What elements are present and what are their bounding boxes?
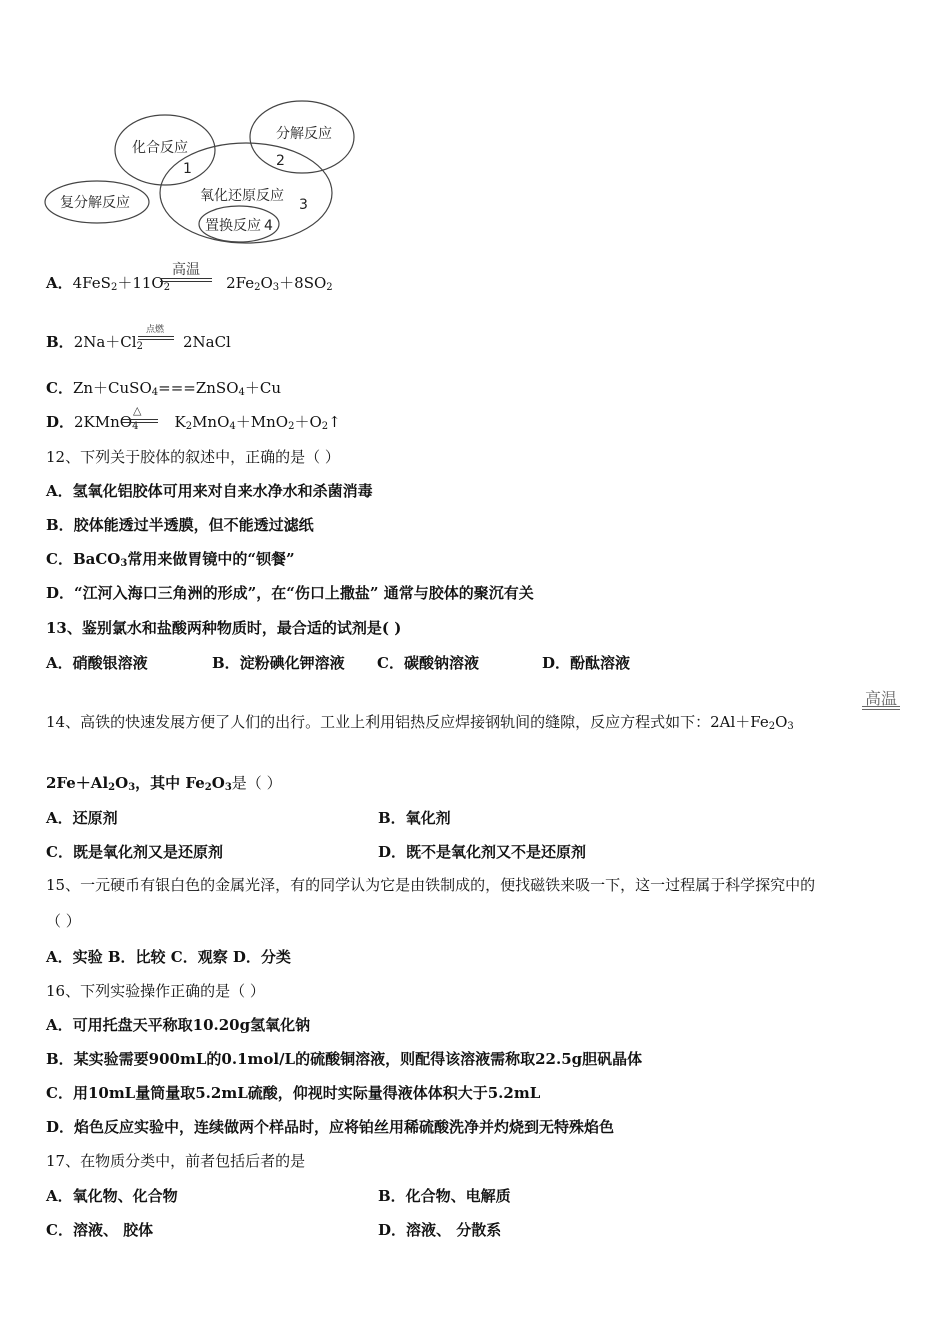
q17-option-d: D．溶液、 分散系 <box>378 1221 502 1239</box>
label-combination: 化合反应 <box>132 140 188 156</box>
label-double-decomposition: 复分解反应 <box>60 195 130 211</box>
q11-option-c: C．Zn＋CuSO$_4$===ZnSO$_4$＋Cu <box>46 379 282 398</box>
q13-option-b: B．淀粉碘化钾溶液 <box>212 654 345 672</box>
label-n3: 3 <box>299 197 308 213</box>
q14-option-c: C．既是氧化剂又是还原剂 <box>46 843 223 861</box>
label-decomposition: 分解反应 <box>276 126 332 142</box>
q17-option-a: A．氧化物、化合物 <box>46 1187 178 1205</box>
q14-condition: 高温 <box>865 689 898 708</box>
label-n1: 1 <box>183 161 192 177</box>
q11-option-b: B．$2Na+Cl_2$ 2NaCl <box>46 333 231 352</box>
q16-stem: 16、下列实验操作正确的是（ ） <box>46 982 265 1000</box>
q14-stem-line2: $2Fe+Al_2O_3$，其中 $Fe_2O_3$是（ ） <box>46 774 282 793</box>
q12-option-d: D．“江河入海口三角洲的形成”，在“伤口上撒盐” 通常与胶体的聚沉有关 <box>46 584 534 602</box>
q16-option-b: B．某实验需要900mL的0.1mol/L的硫酸铜溶液，则配得该溶液需称取22.5g胆矾晶体 <box>46 1050 643 1068</box>
q15-options: A．实验 B．比较 C．观察 D．分类 <box>46 948 291 966</box>
q13-option-d: D．酚酞溶液 <box>542 654 631 672</box>
q14-stem: 14、高铁的快速发展方便了人们的出行。工业上利用铝热反应焊接钢轨间的缝隙，反应方程式如下：$2Al+Fe_2O_3$ <box>46 713 794 732</box>
q12-option-a: A．氢氧化铝胶体可用来对自来水净水和杀菌消毒 <box>46 482 373 500</box>
q11-b-equals <box>138 336 174 340</box>
q11-a-equals <box>160 278 212 282</box>
q12-stem: 12、下列关于胶体的叙述中，正确的是（ ） <box>46 448 340 466</box>
q12-option-b: B．胶体能透过半透膜，但不能透过滤纸 <box>46 516 314 534</box>
q12-option-c: C．BaCO$_3$常用来做胃镜中的“钡餐” <box>46 550 295 569</box>
q11-a-condition: 高温 <box>172 262 200 278</box>
q13-option-a: A．硝酸银溶液 <box>46 654 148 672</box>
label-n2: 2 <box>276 153 285 169</box>
label-replacement: 置换反应 <box>205 218 261 234</box>
q11-b-condition: 点燃 <box>146 325 165 335</box>
q14-option-a: A．还原剂 <box>46 809 118 827</box>
q17-option-b: B．化合物、电解质 <box>378 1187 511 1205</box>
q16-option-d: D．焰色反应实验中，连续做两个样品时，应将铂丝用稀硫酸洗净并灼烧到无特殊焰色 <box>46 1118 615 1136</box>
q14-option-d: D．既不是氧化剂又不是还原剂 <box>378 843 587 861</box>
q14-equals <box>862 706 900 710</box>
q11-option-a: A．$4FeS_2+11O_2$ $2Fe_2O_3+8SO_2$ <box>46 274 333 293</box>
reaction-type-venn-diagram <box>40 95 370 250</box>
label-redox: 氧化还原反应 <box>200 188 284 204</box>
q11-option-d: D．2KMnO$_4$ $K_2MnO_4+MnO_2+O_2↑$ <box>46 413 341 432</box>
q17-option-c: C．溶液、 胶体 <box>46 1221 154 1239</box>
q16-option-a: A．可用托盘天平称取10.20g氢氧化钠 <box>46 1016 311 1034</box>
q11-d-equals <box>122 419 158 423</box>
q15-paren: （ ） <box>46 912 81 930</box>
q16-option-c: C．用10mL量筒量取5.2mL硫酸，仰视时实际量得液体体积大于5.2mL <box>46 1084 541 1102</box>
q13-option-c: C．碳酸钠溶液 <box>377 654 479 672</box>
q17-stem: 17、在物质分类中，前者包括后者的是 <box>46 1152 306 1170</box>
q11-d-condition: △ <box>133 404 142 417</box>
label-n4: 4 <box>264 218 273 234</box>
q14-option-b: B．氧化剂 <box>378 809 451 827</box>
q15-stem: 15、一元硬币有银白色的金属光泽，有的同学认为它是由铁制成的，便找磁铁来吸一下，这一过程属于科学探究中的 <box>46 876 816 894</box>
q13-stem: 13、鉴别氯水和盐酸两种物质时，最合适的试剂是( ) <box>46 619 402 637</box>
